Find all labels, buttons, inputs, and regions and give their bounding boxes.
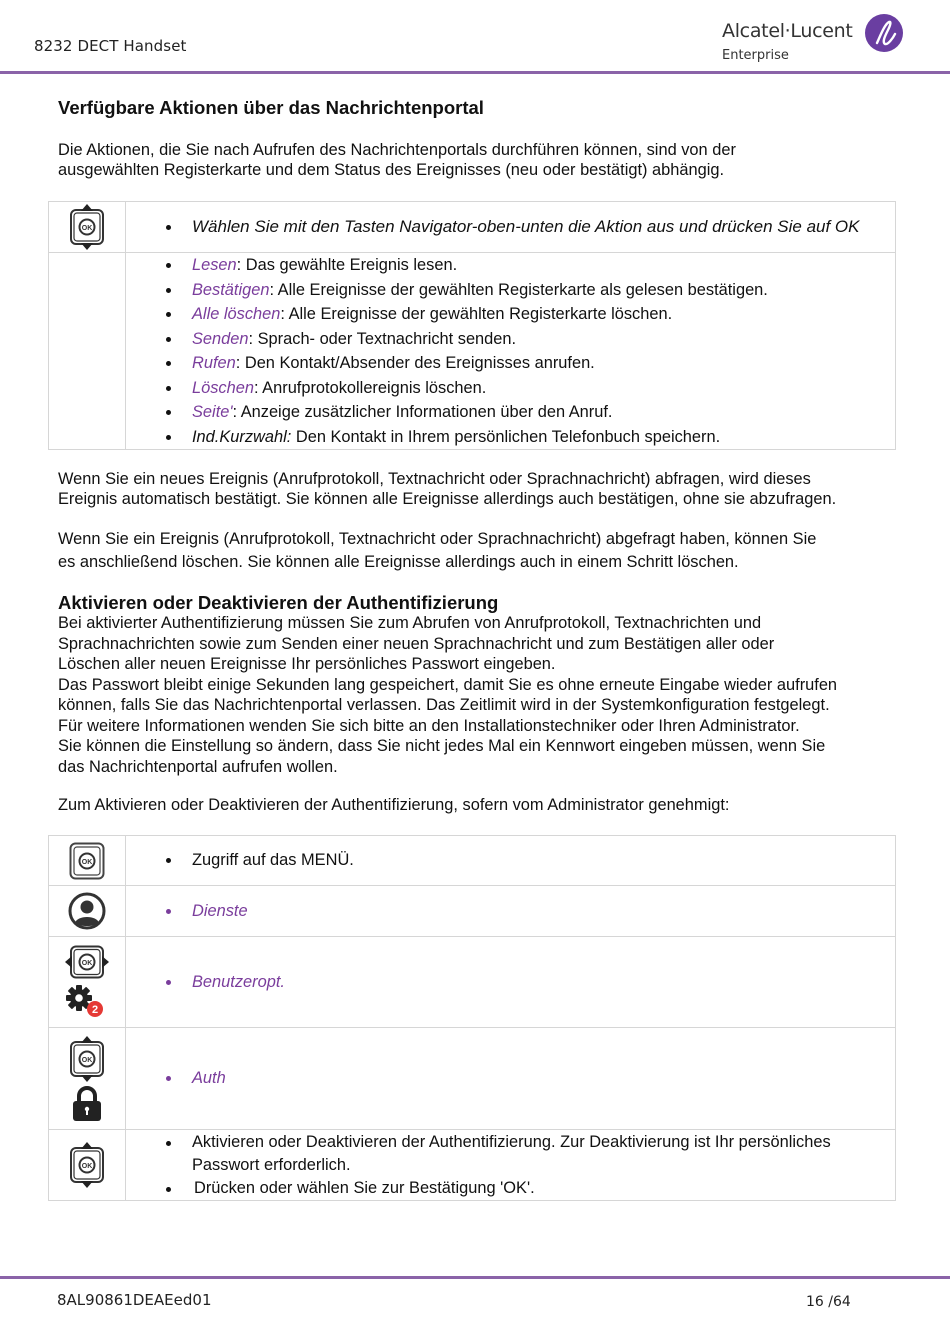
- table-row: [49, 202, 896, 253]
- step-item: Auth: [162, 1066, 895, 1091]
- alcatel-lucent-logo: [722, 14, 912, 66]
- text-cell: [126, 202, 896, 253]
- list-item: Bestätigen: Alle Ereignisse der gewählten Registerkarte als gelesen bestätigen.: [162, 278, 895, 303]
- section-heading-auth: Aktivieren oder Deaktivieren der Authentifizierung: [58, 592, 499, 613]
- padlock-icon: [49, 1086, 125, 1122]
- text-cell: [126, 937, 896, 1028]
- logo-mark-icon: [865, 14, 903, 52]
- paragraph-delete-2: es anschließend löschen. Sie können alle Ereignisse allerdings auch in einem Schritt löschen.: [58, 553, 739, 571]
- auth-body-line: Bei aktivierter Authentifizierung müssen Sie zum Abrufen von Anrufprotokoll, Textnachrichten und: [58, 614, 762, 632]
- svg-text:OK: OK: [81, 1163, 93, 1170]
- actions-table: [48, 201, 896, 450]
- auth-body-line: Sie können die Einstellung so ändern, dass Sie nicht jedes Mal ein Kennwort eingeben müssen, wenn Sie: [58, 737, 826, 755]
- auth-body-line: Für weitere Informationen wenden Sie sich bitte an den Installationstechniker oder Ihren Administrator.: [58, 716, 800, 735]
- navigator-left-right-ok-icon: [49, 945, 125, 979]
- step-item: Zugriff auf das MENÜ.: [162, 848, 895, 873]
- text-cell: [126, 836, 896, 886]
- table-row: [49, 937, 896, 1028]
- actions-list: [162, 253, 895, 449]
- auth-body-line: Löschen aller neuen Ereignisse Ihr persönliches Passwort eingeben.: [58, 655, 556, 673]
- logo-brand-text: Alcatel·Lucent: [722, 20, 853, 42]
- document-title: 8232 DECT Handset: [34, 37, 187, 55]
- paragraph-delete-1: Wenn Sie ein Ereignis (Anrufprotokoll, Textnachricht oder Sprachnachricht) abgefragt haben, können Sie: [58, 530, 817, 548]
- gear-badge-count: 2: [91, 1004, 99, 1016]
- auth-body-line: das Nachrichtenportal aufrufen wollen.: [58, 757, 338, 776]
- step-item: Dienste: [162, 899, 895, 924]
- paragraph-auto-confirm-2: Ereignis automatisch bestätigt. Sie können alle Ereignisse allerdings auch bestätigen, ohne sie abzufragen.: [58, 490, 837, 508]
- page-number: 16 /64: [806, 1294, 851, 1310]
- table-row: [49, 1130, 896, 1201]
- auth-description: [58, 613, 837, 777]
- intro-line-1: Die Aktionen, die Sie nach Aufrufen des Nachrichtenportals durchführen können, sind von der: [58, 141, 736, 159]
- table-row: [49, 253, 896, 450]
- auth-steps-table: [48, 835, 896, 1201]
- icon-cell: [49, 202, 126, 253]
- list-item: Ind.Kurzwahl: Den Kontakt in Ihrem persönlichen Telefonbuch speichern.: [162, 425, 895, 450]
- auth-body-line: Das Passwort bleibt einige Sekunden lang gespeichert, damit Sie es ohne erneute Eingabe wieder aufrufen: [58, 675, 838, 694]
- text-cell: [126, 886, 896, 937]
- auth-lead-in: Zum Aktivieren oder Deaktivieren der Authentifizierung, sofern vom Administrator genehmigt:: [58, 796, 730, 814]
- navigator-up-down-ok-icon: [49, 1142, 125, 1188]
- svg-text:OK: OK: [81, 858, 93, 866]
- svg-text:OK: OK: [81, 225, 93, 232]
- list-item: Rufen: Den Kontakt/Absender des Ereignisses anrufen.: [162, 351, 895, 376]
- icon-cell: [49, 1028, 126, 1130]
- navigator-up-down-ok-icon: [49, 1036, 125, 1082]
- list-item: Löschen: Anrufprotokollereignis löschen.: [162, 376, 895, 401]
- paragraph-auto-confirm-1: Wenn Sie ein neues Ereignis (Anrufprotokoll, Textnachricht oder Sprachnachricht) abfragen, wird dieses: [58, 470, 811, 488]
- footer-divider: [0, 1276, 950, 1279]
- table-row: [49, 1028, 896, 1130]
- intro-line-2: ausgewählten Registerkarte und dem Status des Ereignisses (neu oder bestätigt) abhängig.: [58, 161, 725, 179]
- instruction-item: Wählen Sie mit den Tasten Navigator-oben-unten die Aktion aus und drücken Sie auf OK: [162, 215, 895, 240]
- list-item: Alle löschen: Alle Ereignisse der gewählten Registerkarte löschen.: [162, 302, 895, 327]
- table-row: [49, 836, 896, 886]
- svg-text:OK: OK: [81, 960, 93, 967]
- gear-icon: [65, 983, 109, 1019]
- navigator-up-down-ok-icon: [49, 204, 125, 250]
- ok-key-icon: [49, 842, 125, 880]
- list-item: Seite': Anzeige zusätzlicher Informationen über den Anruf.: [162, 400, 895, 425]
- section-heading-actions: Verfügbare Aktionen über das Nachrichtenportal: [58, 97, 484, 118]
- page-header: [0, 0, 950, 75]
- text-cell: [126, 1028, 896, 1130]
- text-cell: [126, 253, 896, 450]
- text-cell: [126, 1130, 896, 1201]
- auth-body-line: Sprachnachrichten sowie zum Senden einer neuen Sprachnachricht und zum Bestätigen aller oder: [58, 634, 775, 653]
- logo-sub-text: Enterprise: [722, 48, 789, 63]
- list-item: Senden: Sprach- oder Textnachricht senden.: [162, 327, 895, 352]
- icon-cell: [49, 937, 126, 1028]
- user-avatar-icon: [49, 892, 125, 930]
- auth-body-line: können, falls Sie das Nachrichtenportal verlassen. Das Zeitlimit wird in der Systemkonfiguration festgelegt.: [58, 696, 830, 714]
- svg-text:OK: OK: [81, 1056, 93, 1064]
- header-divider: [0, 71, 950, 74]
- icon-cell: [49, 1130, 126, 1201]
- icon-cell-empty: [49, 253, 126, 450]
- icon-cell: [49, 886, 126, 937]
- list-item: Lesen: Das gewählte Ereignis lesen.: [162, 253, 895, 278]
- table-row: [49, 886, 896, 937]
- step-item: Benutzeropt.: [162, 970, 895, 995]
- document-code: 8AL90861DEAEed01: [57, 1291, 212, 1309]
- icon-cell: [49, 836, 126, 886]
- step-item: Drücken oder wählen Sie zur Bestätigung 'OK'.: [162, 1177, 895, 1200]
- step-item: Aktivieren oder Deaktivieren der Authentifizierung. Zur Deaktivierung ist Ihr persönliches Passwort erforderlich.: [162, 1131, 895, 1177]
